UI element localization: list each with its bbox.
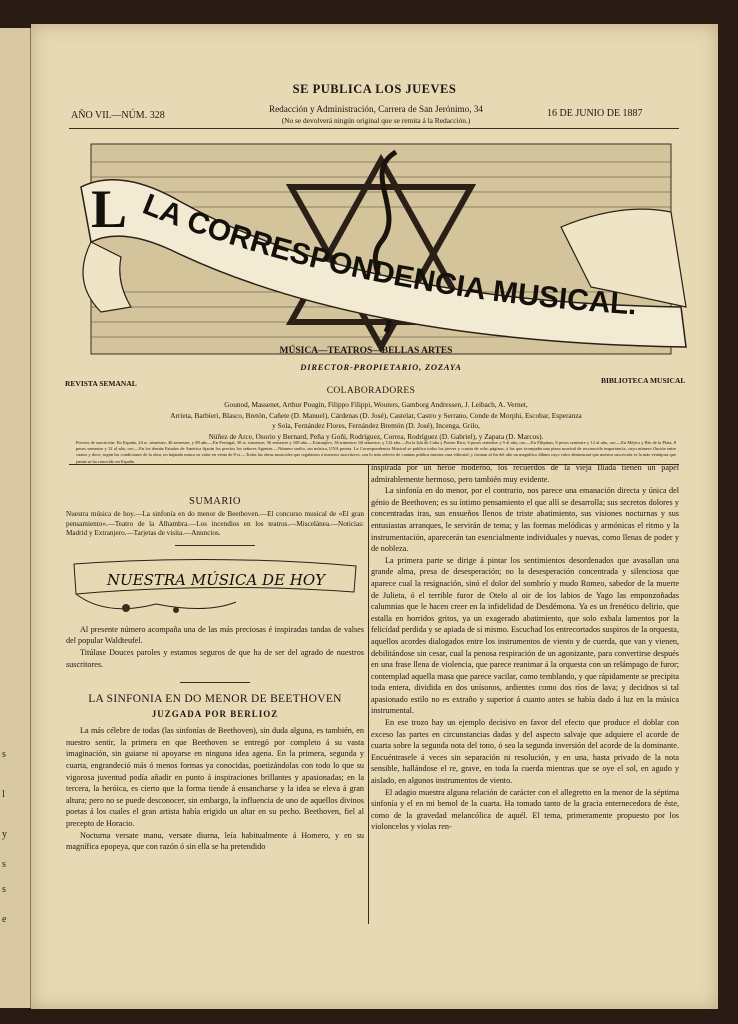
colaboradores-heading: COLABORADORES: [326, 386, 416, 396]
musica-hoy-text: [66, 624, 364, 670]
paragraph: El adagio muestra alguna relación de carácter con el allegretto en la menor de la séptima sinfonía y el en mi bemol de la cuarta. Ha tomado tanto de la gracia enternecedora de éste, como de la gravedad melancólica de aquél. El tema, primeramente propuesto por los violoncelos y violas ren-: [371, 787, 679, 832]
sinfonia-text: [66, 725, 364, 853]
issue-number: AÑO VII.—NÚM. 328: [71, 110, 165, 121]
paragraph: La más célebre de todas (las sinfonías de Beethoven), sin duda alguna, es también, en nuestro sentir, la primera en que Beethoven se entregó por completo á su vasta imaginación, sin guiarse ni apoyarse en ninguna idea agena. En la primera, segunda y cuarta, engrandeció más ó menos formas ya conocidas, poetizándolas con todo lo que su vigorosa juventud podía añadir en punto á inspiraciones brillantes y apasionadas; en la tercera, la heróica, es cierto que la forma tiende á ensancharse y la idea se eleva á gran altura; pero no se puede desconocer, sin embargo, la influencia de uno de aquellos divinos poetas á los cuales el gran artista había erigido un altar en su pecho. Beethoven, fiel al precepto de Horacio.: [66, 726, 364, 828]
musica-hoy-title: NUESTRA MÚSICA DE HOY: [106, 570, 326, 589]
paragraph: La sinfonía en do menor, por el contrario, nos parece una emanación directa y única del génio de Beethoven; es su íntimo pensamiento el que allí se desarrolla; sus secretos dolores y concentradas iras, sus ensueños llenos de triste abatimiento, sus visiones nocturnas y sus entusiastas arranques, le servirán de tema; y las formas melódicas y armónicas el ritmo y la instrumentación, aparecerán tan esencialmente individuales y nuevas, como llenas de poder y de nobleza.: [371, 486, 679, 554]
newspaper-page: [31, 24, 718, 1009]
masthead-subtitle: MÚSICA—TEATROS—BELLAS ARTES: [279, 346, 453, 356]
prev-page-fragment: s: [2, 859, 6, 870]
right-column-text: [371, 462, 679, 833]
masthead-director: DIRECTOR-PROPIETARIO, ZOZAYA: [300, 362, 462, 372]
masthead-title: LA CORRESPONDENCIA MUSICAL.: [138, 187, 638, 322]
prev-page-fragment: s: [2, 884, 6, 895]
colaboradores-line: Arrieta, Barbieri, Blasco, Bretón, Cañete (D. Manuel), Cárdenas (D. José), Castelar, Castro y Serrano, Conde de Morphi, Escobar, Esperanza: [170, 410, 582, 420]
banner-flourish: [76, 594, 236, 609]
sinfonia-heading: LA SINFONIA EN DO MENOR DE BEETHOVEN: [88, 693, 342, 706]
paragraph: Nocturna versate manu, versate diurna, leía habitualmente á Homero, y en su magnífica epopeya, que con razón ó sin ella se ha pretendido: [66, 830, 364, 852]
right-column: [371, 462, 679, 833]
paragraph: La primera parte se dirige á pintar los sentimientos desordenados que avasallan una grande alma, presa de desesperación; no la desesperación concentrada y silenciosa que aparece cual la resignación, sinó el dolor del sombrío y mudo Romeo, sabedor de la muerte de Julieta, ó el terrible furor de Otelo al oir de los labios de Yago las emponzoñadas calumnias que le hacen creer en la infidelidad de Desdémona. Ya es un frenético delirio, que estalla en horridos gritos, ya un exagerado abatimiento, que solo exhala lamentos por la felicidad perdida y se apiada de sí mismo. Escuchad los entrecortados suspiros de la orquesta, aquellos acordes dialogados entre los instrumentos de viento y de cuerda, que van y vienen, debilitándose sin cesar, cual la penosa respiración de un agonizante, para convertirse después en una frase llena de violencia, que parece reanimar á la orquesta con un relámpago de furor; contemplad aquella masa que parece vacilar, como temblando, y que rápidamente se precipita toda entera, dividida en dos unísonos, ardientes como dos ríos de lava; y decidnos si tal apasionado estilo no es extraño y superior á cuanto antes se había dado á luz en la música instrumental.: [371, 555, 679, 716]
previous-page-edge: [0, 28, 31, 1008]
sinfonia-byline: JUZGADA POR BERLIOZ: [151, 709, 279, 720]
divider: [180, 682, 250, 683]
paragraph: Al presente número acompaña una de las más preciosas é inspiradas tandas de valses del popular Waldteufel.: [66, 624, 364, 646]
publication-tagline: SE PUBLICA LOS JUEVES: [292, 82, 457, 96]
sumario-heading: SUMARIO: [189, 496, 241, 507]
header-rule: [69, 128, 679, 129]
prev-page-fragment: s: [2, 749, 6, 760]
label-biblioteca-musical: BIBLIOTECA MUSICAL: [601, 376, 686, 385]
subscription-prices: Precios de suscrición: En España, 24 rs. trimestre; 46 semestre, y 88 año.—En Portugal, 30 rs. trimestre; 56 semestre y 108 año.—Extranjero, 36 trimestre; 68 semestre, y 132 año.—En la Isla de Cuba y Puerto Rico, 6 pesos semestre y 9 al año, oro.—En Filipinas, 8 pesos semestre y 12 al año, oro.—En Méjico y Río de la Plata, 8 pesos semestre y 12 al año, oro.—En los demás Estados de América fijarán los precios los señores Agentes.—Número suelto, sin música, UNA peseta. La Correspondencia Musical se publica todos los jueves y consta de ocho páginas, á las que acompaña una pieza musical de reconocida importancia, cuyo número fluctúa entre cuatro y doce, según las condiciones de la obra, no bajando nunca su valor en venta de 8 rs.—Todas las obras musicales que regalamos á nuestros suscritores, son lo más selecto de cuantas publica nuestra casa editorial, y forman al fin del año un magnífico álbum cuyo valor demostrará que nuestra suscrición es la más ventajosa que jamás se ha conocido en España.: [76, 440, 676, 464]
column-separator: [368, 464, 369, 924]
paragraph: Titúlase Douces paroles y estamos seguros de que ha de ser del agrado de nuestros suscritores.: [66, 647, 364, 669]
address-line: Redacción y Administración, Carrera de San Jerónimo, 34: [268, 104, 484, 114]
colaboradores-line: y Sola, Fernández Flores, Fernández Bremón (D. José), Incenga, Grilo,: [272, 421, 480, 430]
divider: [175, 545, 255, 546]
flower-ornament: [173, 607, 179, 613]
musica-hoy-banner: [66, 552, 364, 622]
colaboradores-line: Núñez de Arce, Osorio y Bernard, Peña y Goñi, Rodríguez, Correa, Rodríguez (D. Gabriel), y Zapata (D. Marcos).: [208, 431, 544, 441]
paragraph: En ese trozo hay un ejemplo decisivo en favor del efecto que produce el doblar con exceso las partes en circunstancias dadas y del aspecto salvaje que adquiere el acorde de cuarta sobre la segunda nota del tono, ó sea la segunda inversión del acorde de la dominante. Encuéntrasele á veces sin separación ni resolución, y en una, hasta privado de la nota sensible, hallándose el re, grave, en toda la cuerda mientras que se oye el sol, en agudo y aislado, en algunos instrumentos de viento.: [371, 718, 679, 786]
submission-notice: (No se devolverá ningún original que se remita á la Redacción.): [281, 116, 471, 125]
label-revista-semanal: REVISTA SEMANAL: [65, 379, 137, 388]
colaboradores-list: [76, 400, 676, 442]
prev-page-fragment: e: [2, 914, 7, 925]
masthead-initial: L: [91, 179, 128, 239]
sumario-text: Nuestra música de hoy.—La sinfonía en do menor de Beethoven.—El concurso musical de «El gran pensamiento».—Teatro de la Alhambra.—Los incendios en los teatros.—Miscelánea.—Noticias: Madrid y Extranjero.—Tarjetas de visita.—Anuncios.: [66, 510, 364, 538]
issue-date: 16 DE JUNIO DE 1887: [547, 108, 643, 119]
prev-page-fragment: y: [2, 829, 7, 840]
colaboradores-line: Gounod, Massenet, Arthur Pougin, Filippo Filippi, Wouters, Gamborg Andressen, J. Leibach, A. Vernet,: [224, 400, 528, 409]
prev-page-fragment: l: [2, 789, 5, 800]
paragraph: inspirada por un héroe moderno, los recuerdos de la vieja Iliada tienen un papel admirablemente hermoso, pero también muy evidente.: [371, 463, 679, 484]
flower-ornament: [122, 604, 130, 612]
left-column: [66, 494, 364, 853]
